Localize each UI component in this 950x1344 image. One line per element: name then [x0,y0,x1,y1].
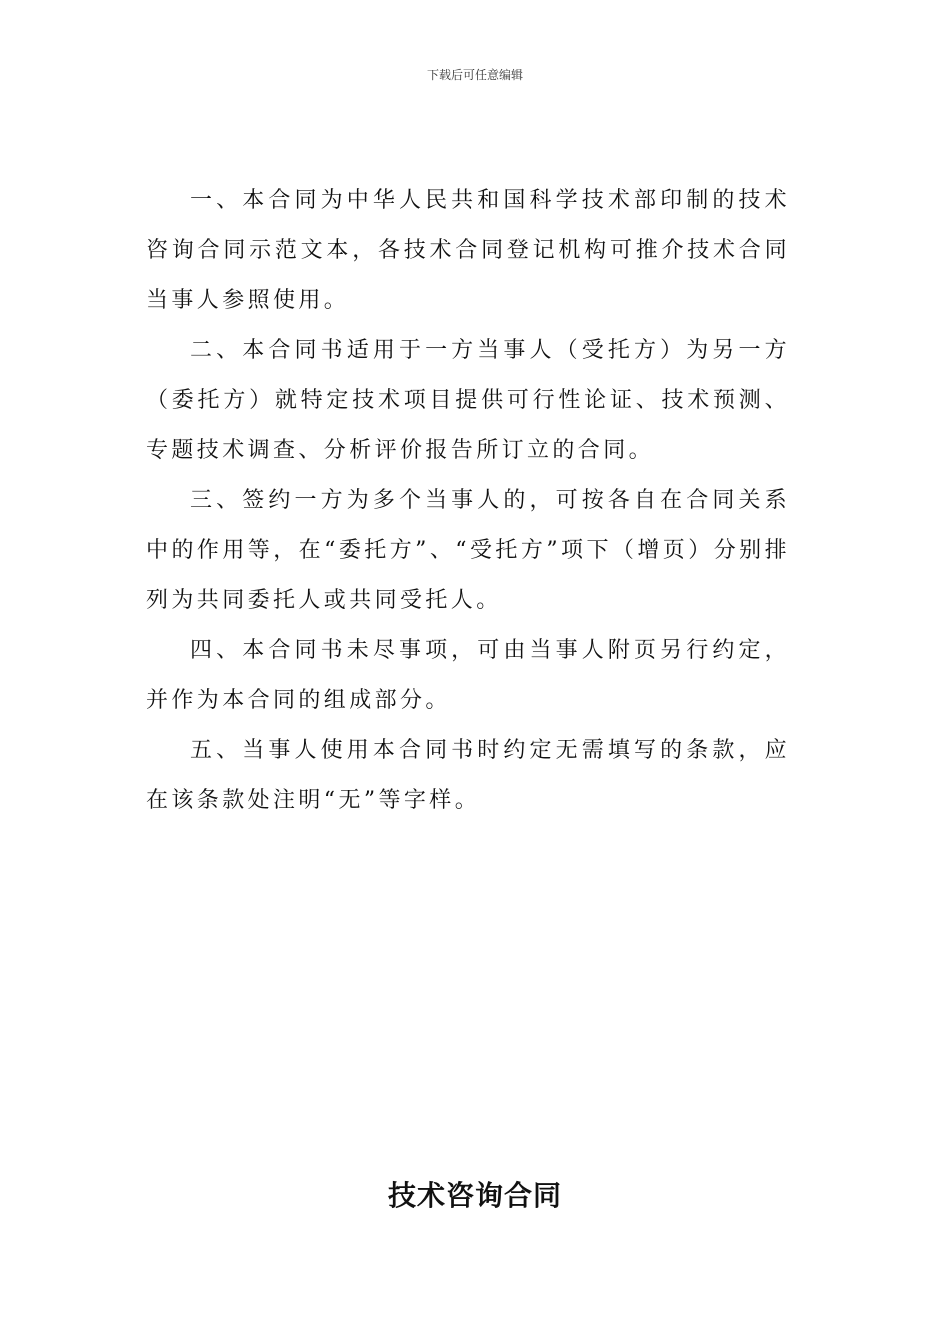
instruction-paragraph-4: 四、本合同书未尽事项，可由当事人附页另行约定，并作为本合同的组成部分。 [146,638,790,713]
instruction-paragraph-2: 二、本合同书适用于一方当事人（受托方）为另一方（委托方）就特定技术项目提供可行性论证、技术预测、专题技术调查、分析评价报告所订立的合同。 [146,338,790,463]
document-title: 技术咨询合同 [387,1179,562,1212]
instruction-paragraph-3: 三、签约一方为多个当事人的，可按各自在合同关系中的作用等，在“委托方”、“受托方”项下（增页）分别排列为共同委托人或共同受托人。 [146,488,790,613]
header-note: 下载后可任意编辑 [426,68,523,82]
instruction-paragraph-5: 五、当事人使用本合同书时约定无需填写的条款，应在该条款处注明“无”等字样。 [146,738,790,813]
instruction-paragraph-1: 一、本合同为中华人民共和国科学技术部印制的技术咨询合同示范文本，各技术合同登记机构可推介技术合同当事人参照使用。 [146,188,790,313]
instructions-body [146,176,790,826]
